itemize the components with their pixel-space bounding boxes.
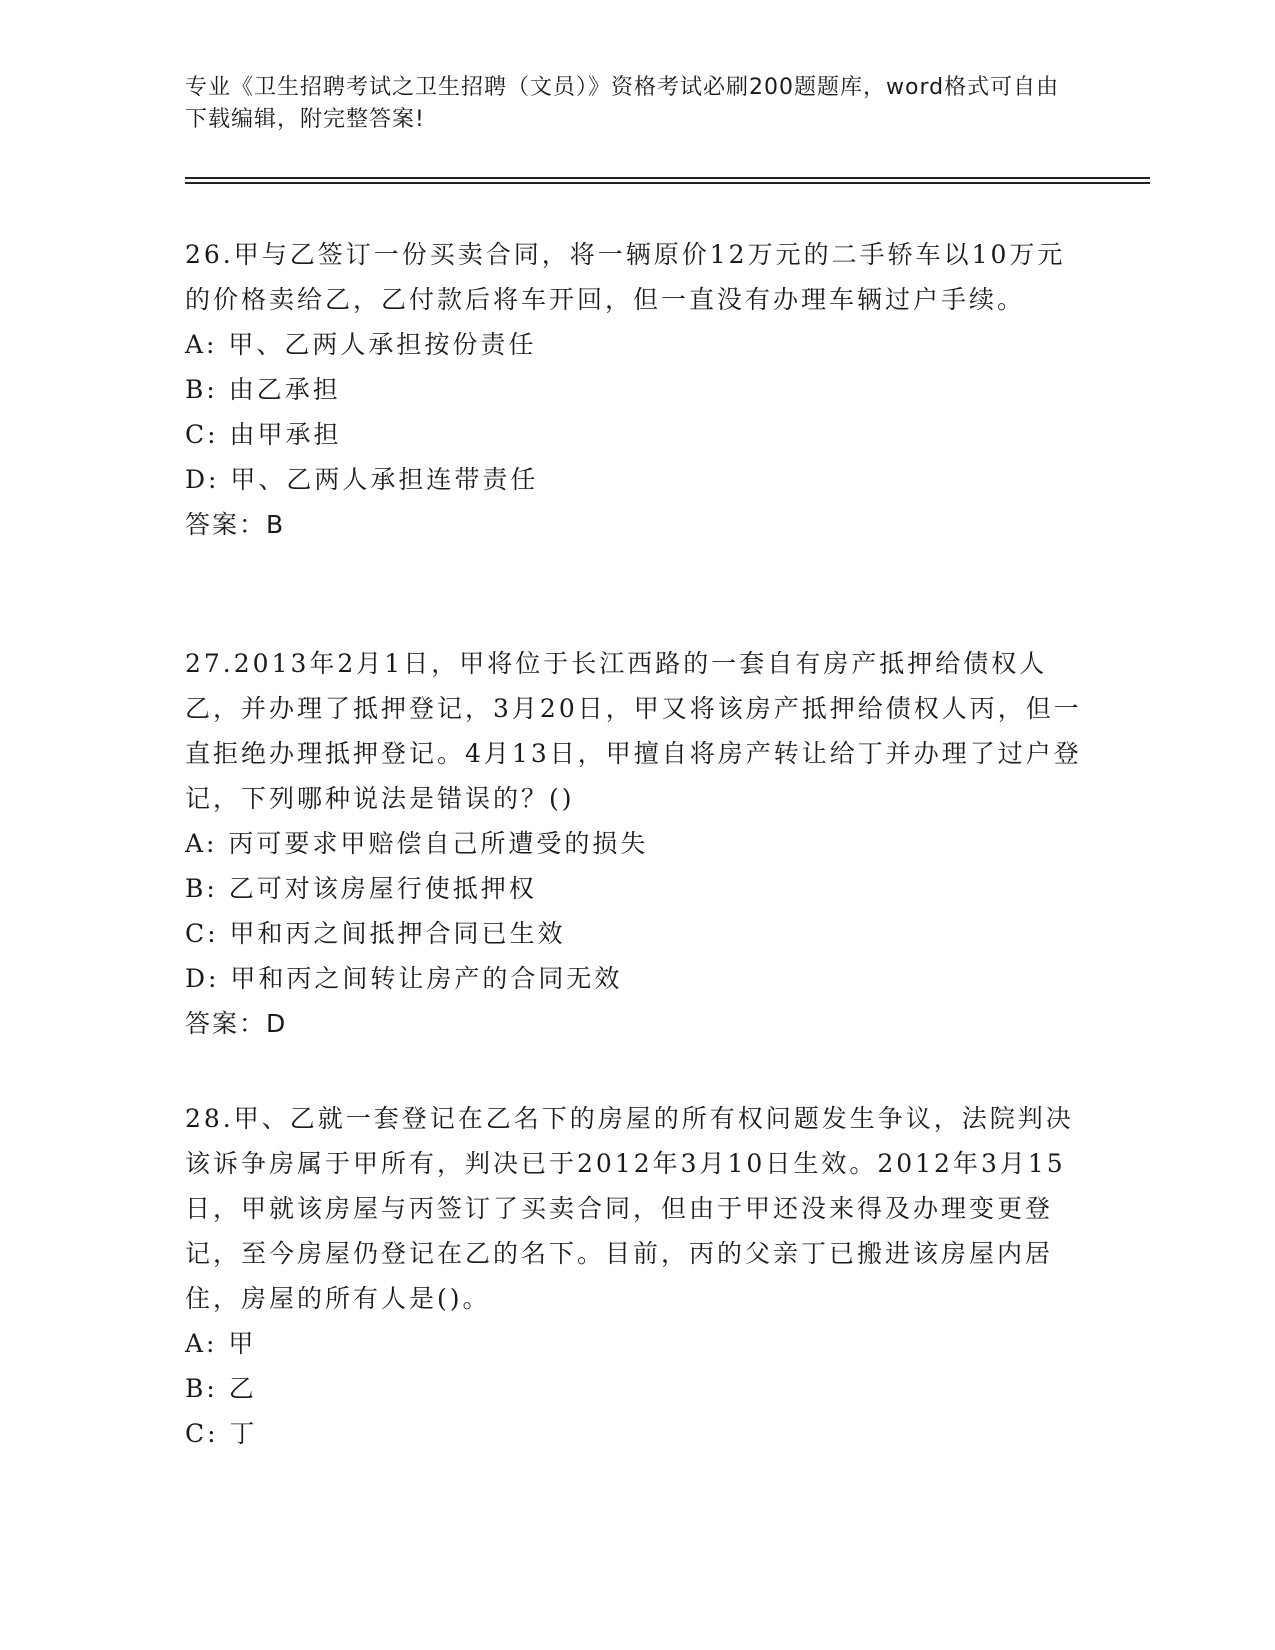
question-stem: 28.甲、乙就一套登记在乙名下的房屋的所有权问题发生争议，法院判决该诉争房属于甲所有，判决已于2012年3月10日生效。2012年3月15日，甲就该房屋与丙签订了买卖合同，但由于甲还没来得及办理变更登记，至今房屋仍登记在乙的名下。目前，丙的父亲丁已搬进该房屋内居住，房屋的所有人是()。 [185,1104,1074,1313]
option-b: B: 由乙承担 [185,375,341,404]
document-header: 专业《卫生招聘考试之卫生招聘（文员）》资格考试必刷200题题库，word格式可自由下载编辑，附完整答案! [185,75,1060,132]
header-divider-bottom [185,182,1150,184]
question-stem: 26.甲与乙签订一份买卖合同，将一辆原价12万元的二手轿车以10万元的价格卖给乙，乙付款后将车开回，但一直没有办理车辆过户手续。 [185,240,1066,314]
header-divider-top [185,177,1150,179]
question-26 [185,232,1085,547]
option-d: D: 甲、乙两人承担连带责任 [185,465,539,494]
option-b: B: 乙 [185,1374,257,1403]
question-27 [185,641,1085,1046]
option-c: C: 由甲承担 [185,420,342,449]
option-a: A: 丙可要求甲赔偿自己所遭受的损失 [185,829,649,858]
option-c: C: 丁 [185,1419,258,1448]
option-c: C: 甲和丙之间抵押合同已生效 [185,919,566,948]
option-b: B: 乙可对该房屋行使抵押权 [185,874,537,903]
answer-line: 答案：D [185,1009,288,1038]
option-a: A: 甲、乙两人承担按份责任 [185,330,537,359]
option-d: D: 甲和丙之间转让房产的合同无效 [185,964,623,993]
option-a: A: 甲 [185,1329,257,1358]
question-28 [185,1096,1085,1456]
answer-line: 答案：B [185,510,286,539]
question-stem: 27.2013年2月1日，甲将位于长江西路的一套自有房产抵押给债权人乙，并办理了抵押登记，3月20日，甲又将该房产抵押给债权人丙，但一直拒绝办理抵押登记。4月13日，甲擅自将房产转让给丁并办理了过户登记，下列哪种说法是错误的？() [185,649,1082,813]
